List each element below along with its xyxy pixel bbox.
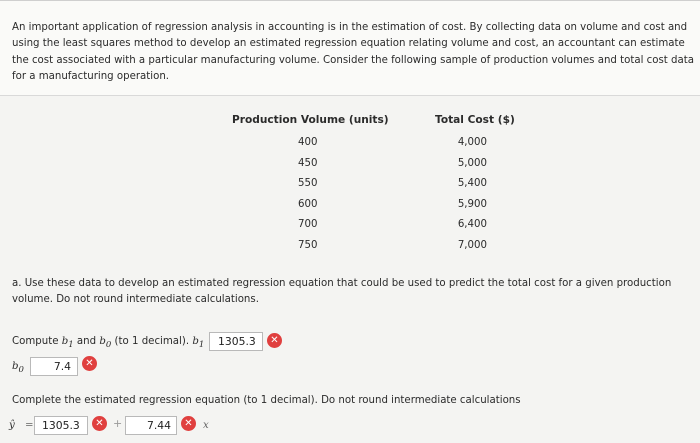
b1-letter: b	[61, 336, 69, 347]
cost-cell: 6,400	[457, 219, 487, 230]
b1-subscript: 1	[68, 340, 74, 351]
b0-letter: b	[99, 336, 106, 347]
b0-symbol	[99, 336, 112, 351]
cost-header: Total Cost ($)	[435, 114, 515, 126]
volume-cell: 400	[298, 137, 318, 148]
intro-text: An important application of regression analysis in accounting is in the estimation of cost. By collecting data on volume and cost and using the least squares method to develop an estimated regression equation relating volume and cost, an accountant can estimate the cost associated with a particular manufacturing volume. Consider the following sample of production volumes and total cost data for a manufacturing operation.	[12, 22, 694, 83]
cost-cell: 7,000	[457, 239, 487, 251]
compute-instruction	[12, 334, 204, 353]
volume-cell: 450	[298, 157, 318, 169]
volume-cell: 600	[298, 198, 318, 210]
problem-intro	[0, 0, 700, 96]
yhat-symbol: ŷ	[9, 420, 15, 431]
b0-label-letter: b	[12, 361, 19, 372]
compute-suffix: (to 1 decimal).	[114, 336, 190, 347]
b1-input[interactable]: 1305.3	[209, 332, 263, 351]
volume-header: Production Volume (units)	[232, 114, 389, 126]
x-circle-icon: ✕	[92, 416, 107, 431]
x-circle-icon: ✕	[181, 416, 196, 431]
b1-label	[192, 336, 205, 351]
compute-prefix: Compute	[12, 336, 59, 347]
plus-sign: +	[113, 417, 123, 430]
volume-cell: 700	[298, 219, 318, 230]
slope-input[interactable]: 7.44	[125, 416, 177, 435]
volume-cell: 550	[298, 178, 318, 189]
b1-label-letter: b	[192, 336, 199, 347]
b1-label-subscript: 1	[198, 340, 205, 351]
x-circle-icon: ✕	[267, 333, 282, 348]
b0-subscript: 0	[105, 340, 112, 351]
volume-cell: 750	[298, 239, 318, 251]
b0-label-subscript: 0	[18, 365, 24, 376]
cost-cell: 5,400	[457, 178, 487, 189]
x-variable: x	[203, 420, 209, 431]
part-a-question: a. Use these data to develop an estimated regression equation that could be used to predict the total cost for a given production volume. Do not round intermediate calculations.	[12, 278, 672, 306]
b0-input[interactable]: 7.4	[30, 357, 78, 376]
intercept-input[interactable]: 1305.3	[34, 416, 88, 435]
cost-cell: 5,900	[457, 198, 487, 210]
b0-label	[12, 359, 24, 378]
cost-cell: 5,000	[457, 157, 487, 169]
compute-and: and	[76, 336, 97, 347]
x-circle-icon: ✕	[82, 356, 97, 371]
data-table	[0, 110, 700, 260]
b1-symbol	[61, 336, 74, 351]
equals-sign: =	[25, 420, 34, 431]
cost-cell: 4,000	[457, 137, 487, 148]
equation-instruction: Complete the estimated regression equation (to 1 decimal). Do not round intermediate calculations	[12, 395, 521, 406]
